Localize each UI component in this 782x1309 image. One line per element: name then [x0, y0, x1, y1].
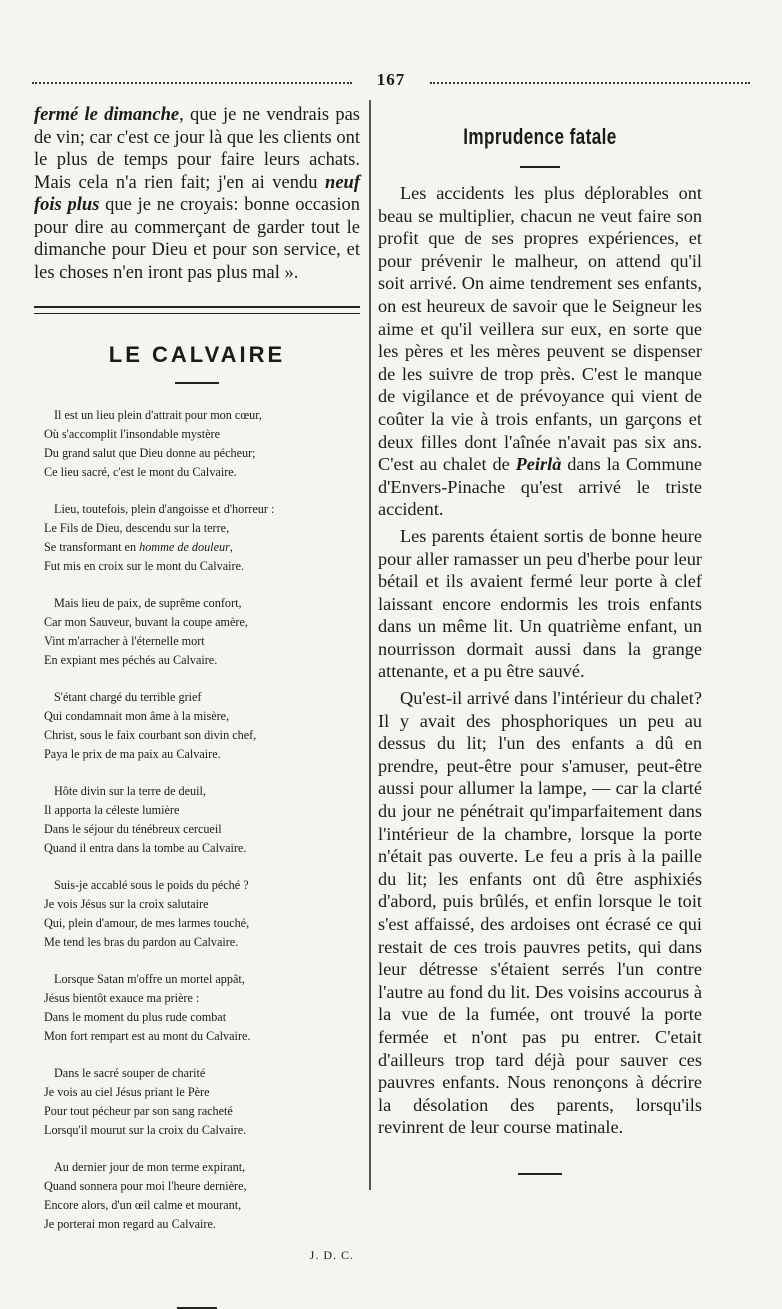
verse-line: Je porterai mon regard au Calvaire. [44, 1217, 216, 1231]
stanza [44, 876, 360, 952]
verse-line: Car mon Sauveur, buvant la coupe amère, [44, 615, 248, 629]
verse-line: Vint m'arracher à l'éternelle mort [44, 634, 205, 648]
left-prose-continuation [34, 104, 360, 284]
section-divider [34, 306, 360, 314]
page-number: 167 [376, 70, 406, 89]
verse-line: S'étant chargé du terrible grief [54, 690, 202, 704]
verse-line: Dans le séjour du ténébreux cercueil [44, 822, 222, 836]
article-paragraph: Qu'est-il arrivé dans l'intérieur du chalet? Il y avait des phosphoriques un peu au dessus du lit; l'un des enfants a dû en prendre, peut-être pour s'amuser, peut-être aussi pour allumer la lampe, — car la clarté du jour ne pénétrait qu'imparfaitement dans l'intérieur de la chambre, lorsque la porte n'était pas ouverte. Le feu a pris à la paille du lit; les enfants ont dû être asphixiés d'abord, puis brûlés, et enfin lorsque le toit s'est affaissé, des ardoises ont écrasé ce qui restait de ces trois pauvres petits, qui dans leur détresse s'étaient serrés l'un contre l'autre au fond du lit. Des voisins accourus à la vue de la fumée, ont trouvé la porte fermée et n'ont pas pu entrer. C'etait d'ailleurs trop tard déjà pour sauver ces pauvres enfants. Nous renonçons à décrire la désolation des parents, lorsqu'ils revinrent de leur course matinale. [378, 688, 702, 1138]
verse-line: Qui condamnait mon âme à la misère, [44, 709, 230, 723]
verse-line: Encore alors, d'un œil calme et mourant, [44, 1198, 242, 1212]
poem-signature: J. D. C. [309, 1248, 354, 1262]
verse-line: Ce lieu sacré, c'est le mont du Calvaire. [44, 465, 237, 479]
verse-line-end: , [229, 540, 233, 554]
verse-line: Lieu, toutefois, plein d'angoisse et d'horreur : [54, 502, 275, 516]
stanza [44, 970, 360, 1046]
title-dash [520, 166, 560, 168]
verse-line: Quand sonnera pour moi l'heure dernière, [44, 1179, 247, 1193]
verse-line: Il est un lieu plein d'attrait pour mon cœur, [54, 408, 262, 422]
stanza [44, 1064, 360, 1140]
verse-line: Jésus bientôt exauce ma prière : [44, 991, 200, 1005]
end-dash [518, 1173, 562, 1175]
stanza [44, 406, 360, 482]
verse-line: Fut mis en croix sur le mont du Calvaire. [44, 559, 245, 573]
verse-line: Je vois au ciel Jésus priant le Père [44, 1085, 210, 1099]
article-paragraph [378, 182, 702, 521]
verse-line: Suis-je accablé sous le poids du péché ? [54, 878, 249, 892]
verse-line: Lorsque Satan m'offre un mortel appât, [54, 972, 245, 986]
header-rule-right [430, 82, 750, 84]
verse-line: Lorsqu'il mourut sur la croix du Calvaire. [44, 1123, 247, 1137]
paragraph-text: Les accidents les plus déplorables ont beau se multiplier, chacun ne veut faire son profit que de ses propres expériences, et pour prévenir le malheur, on attend qu'il soit arrivé. On aime tendrement ses enfants, on est heureux de savoir que le Seigneur les aime et qu'il veillera sur eux, en sorte que les pères et les mères peuvent se dispenser de les suivre de trop près. C'est le manque de vigilance et de prévoyance qui vient de coûter la vie à trois enfants, un garçons et deux filles dont l'aînée n'avait pas six ans. C'est au chalet de [378, 183, 702, 475]
verse-line: Paya le prix de ma paix au Calvaire. [44, 747, 221, 761]
article-title: Imprudence fatale [463, 124, 617, 149]
column-divider [369, 100, 371, 1190]
stanza [44, 1158, 360, 1234]
verse-line: Qui, plein d'amour, de mes larmes touché, [44, 916, 250, 930]
right-column [378, 104, 702, 1175]
verse-line: Me tend les bras du pardon au Calvaire. [44, 935, 239, 949]
verse-line: Quand il entra dans la tombe au Calvaire. [44, 841, 247, 855]
verse-line: Dans le moment du plus rude combat [44, 1010, 227, 1024]
prose-italic-2: neuf fois plus [34, 172, 360, 215]
verse-line: Hôte divin sur la terre de deuil, [54, 784, 206, 798]
stanza [44, 688, 360, 764]
verse-line: Mais lieu de paix, de suprême confort, [54, 596, 242, 610]
verse-line: Christ, sous le faix courbant son divin chef, [44, 728, 257, 742]
page-header [32, 70, 750, 94]
verse-line-start: Se transformant en [44, 540, 140, 554]
verse-line: Pour tout pécheur par son sang racheté [44, 1104, 233, 1118]
verse-line: Le Fils de Dieu, descendu sur la terre, [44, 521, 230, 535]
stanza [44, 594, 360, 670]
verse-line [44, 538, 360, 557]
verse-line: Il apporta la céleste lumière [44, 803, 180, 817]
verse-line: Du grand salut que Dieu donne au pécheur; [44, 446, 256, 460]
stanza [44, 782, 360, 858]
stanza [44, 500, 360, 576]
verse-line: Mon fort rempart est au mont du Calvaire. [44, 1029, 251, 1043]
place-name: Peirlà [515, 454, 562, 475]
poem-body [34, 406, 360, 1234]
poem-title: LE CALVAIRE [108, 342, 286, 367]
left-column [34, 104, 360, 1309]
paragraph-text-end: dans la Commune d'Envers-Pinache qu'est arrivé le triste accident. [378, 454, 702, 520]
verse-italic: homme de douleur [139, 540, 230, 554]
verse-line: Je vois Jésus sur la croix salutaire [44, 897, 209, 911]
prose-text-1: , que je ne vendrais pas de vin; car c'est ce jour là que les clients ont le plus de temps pour faire leurs achats. Mais cela n'a rien fait; j'en ai vendu [34, 105, 361, 193]
verse-line: Au dernier jour de mon terme expirant, [54, 1160, 246, 1174]
prose-italic-1: fermé le dimanche [34, 105, 180, 125]
title-dash [175, 382, 219, 384]
verse-line: Où s'accomplit l'insondable mystère [44, 427, 220, 441]
header-rule-left [32, 82, 352, 84]
prose-text-2: que je ne croyais: bonne occasion pour dire au commerçant de garder tout le dimanche pour Dieu et pour son service, et les choses n'en iront pas plus mal ». [34, 195, 360, 283]
article-paragraph: Les parents étaient sortis de bonne heure pour aller ramasser un peu d'herbe pour leur bétail et ils avaient fermé leur porte à clef laissant encore endormis les trois enfants dans un même lit. Un quatrième enfant, un nourrisson dormait aussi dans la grange attenante, et a pu être sauvé. [378, 525, 702, 682]
verse-line: Dans le sacré souper de charité [54, 1066, 206, 1080]
verse-line: En expiant mes péchés au Calvaire. [44, 653, 218, 667]
